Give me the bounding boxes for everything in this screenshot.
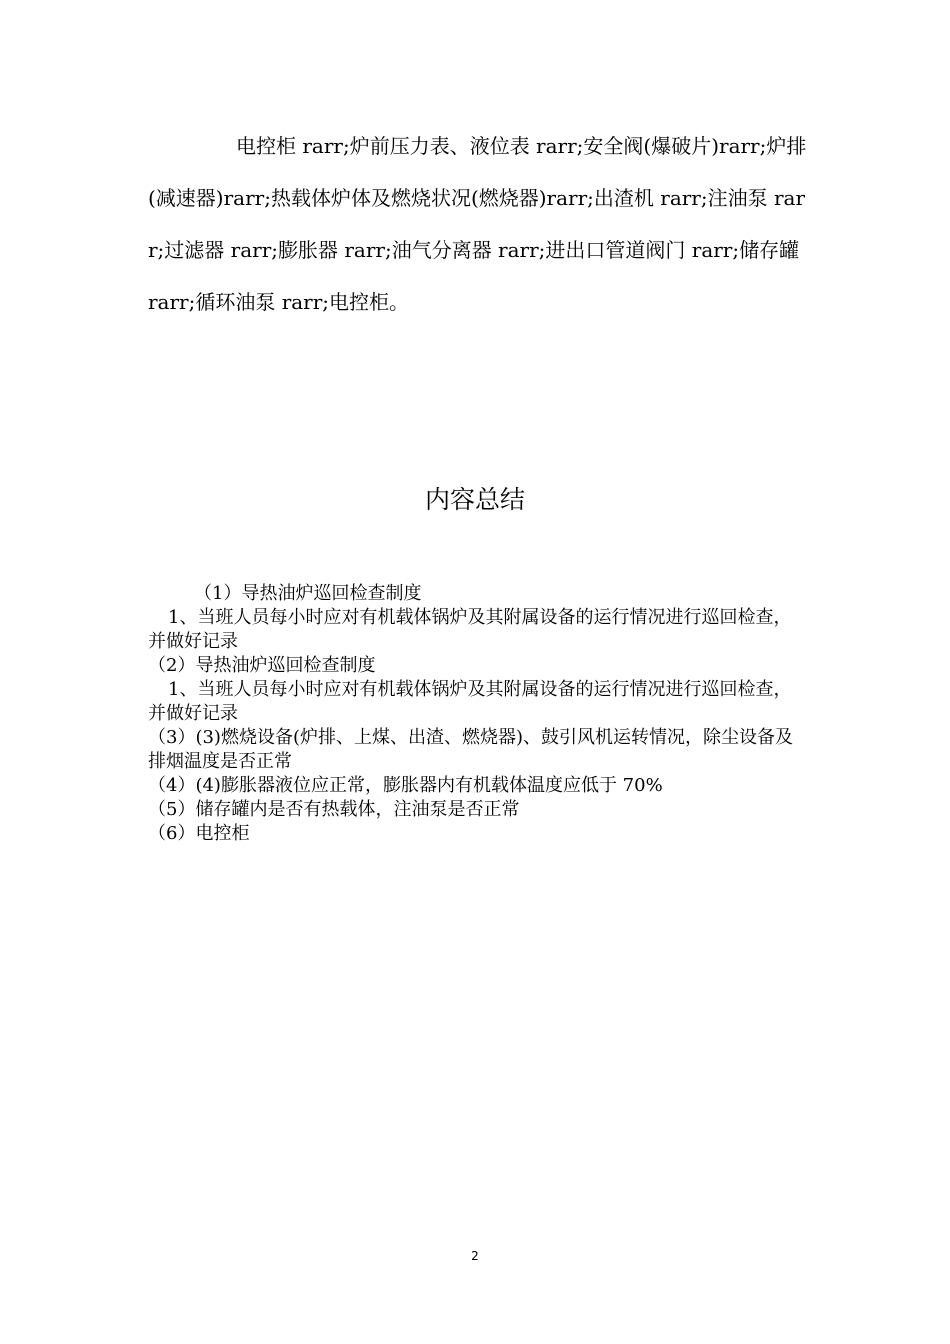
summary-item: 1、当班人员每小时应对有机载体锅炉及其附属设备的运行情况进行巡回检查，并做好记录 xyxy=(148,679,792,724)
summary-item: （2）导热油炉巡回检查制度 xyxy=(148,655,376,676)
summary-item: 1、当班人员每小时应对有机载体锅炉及其附属设备的运行情况进行巡回检查，并做好记录 xyxy=(148,607,792,652)
summary-item: （1）导热油炉巡回检查制度 xyxy=(194,583,422,604)
summary-item: （5）储存罐内是否有热载体，注油泵是否正常 xyxy=(148,799,520,820)
summary-heading: 内容总结 xyxy=(424,485,525,514)
summary-item: （3）(3)燃烧设备(炉排、上煤、出渣、燃烧器)、鼓引风机运转情况，除尘设备及排烟温度是否正常 xyxy=(148,727,793,772)
page-number: 2 xyxy=(471,1249,479,1263)
summary-list xyxy=(148,582,808,846)
inspection-flow-paragraph: 电控柜 rarr;炉前压力表、液位表 rarr;安全阀(爆破片)rarr;炉排(减速器)rarr;热载体炉体及燃烧状况(燃烧器)rarr;出渣机 rarr;注油泵 rarr;过滤器 rarr;膨胀器 rarr;油气分离器 rarr;进出口管道阀门 rarr;储存罐 rarr;循环油泵 rarr;电控柜。 xyxy=(148,134,807,314)
summary-item: （4）(4)膨胀器液位应正常，膨胀器内有机载体温度应低于 70% xyxy=(148,775,663,796)
summary-item: （6）电控柜 xyxy=(148,823,250,844)
